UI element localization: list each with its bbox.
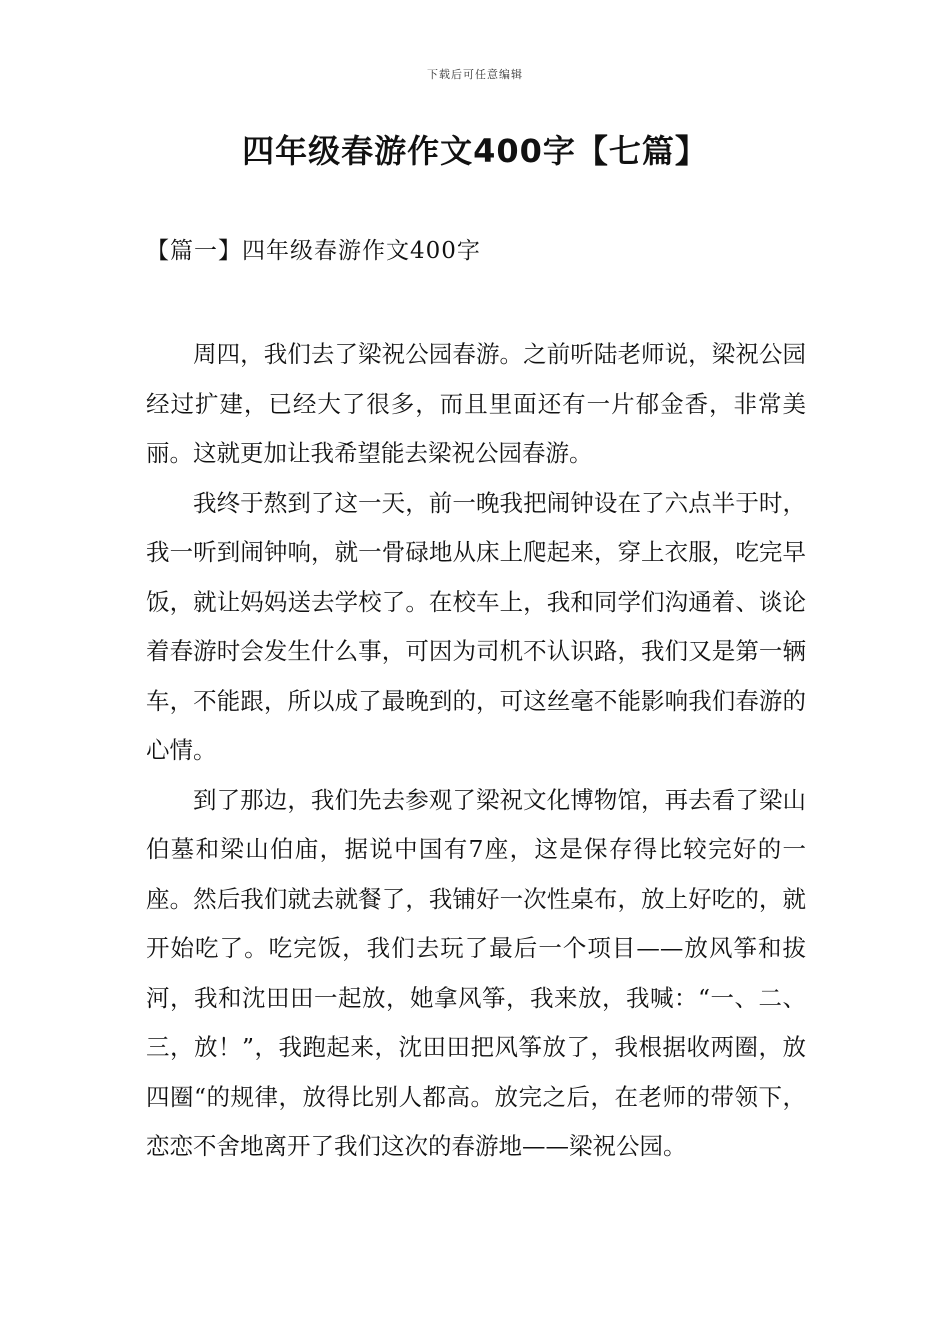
paragraph: 我终于熬到了这一天，前一晚我把闹钟设在了六点半于时，我一听到闹钟响，就一骨碌地从床上爬起来，穿上衣服，吃完早饭，就让妈妈送去学校了。在校车上，我和同学们沟通着、谈论着春游时会发生什么事，可因为司机不认识路，我们又是第一辆车，不能跟，所以成了最晚到的，可这丝毫不能影响我们春游的心情。 bbox=[146, 488, 806, 764]
body-text bbox=[146, 330, 806, 1172]
paragraph: 到了那边，我们先去参观了梁祝文化博物馆，再去看了梁山伯墓和梁山伯庙，据说中国有7座，这是保存得比较完好的一座。然后我们就去就餐了，我铺好一次性桌布，放上好吃的，就开始吃了。吃完饭，我们去玩了最后一个项目——放风筝和拔河，我和沈田田一起放，她拿风筝，我来放，我喊：“一、二、三，放！”，我跑起来，沈田田把风筝放了，我根据收两圈，放四圈“的规律，放得比别人都高。放完之后，在老师的带领下，恋恋不舍地离开了我们这次的春游地——梁祝公园。 bbox=[146, 785, 806, 1160]
page-title: 四年级春游作文400字【七篇】 bbox=[242, 132, 708, 170]
section-heading: 【篇一】四年级春游作文400字 bbox=[146, 238, 481, 264]
header-note: 下载后可任意编辑 bbox=[427, 68, 523, 81]
paragraph: 周四，我们去了梁祝公园春游。之前听陆老师说，梁祝公园经过扩建，已经大了很多，而且里面还有一片郁金香，非常美丽。这就更加让我希望能去梁祝公园春游。 bbox=[146, 340, 806, 467]
